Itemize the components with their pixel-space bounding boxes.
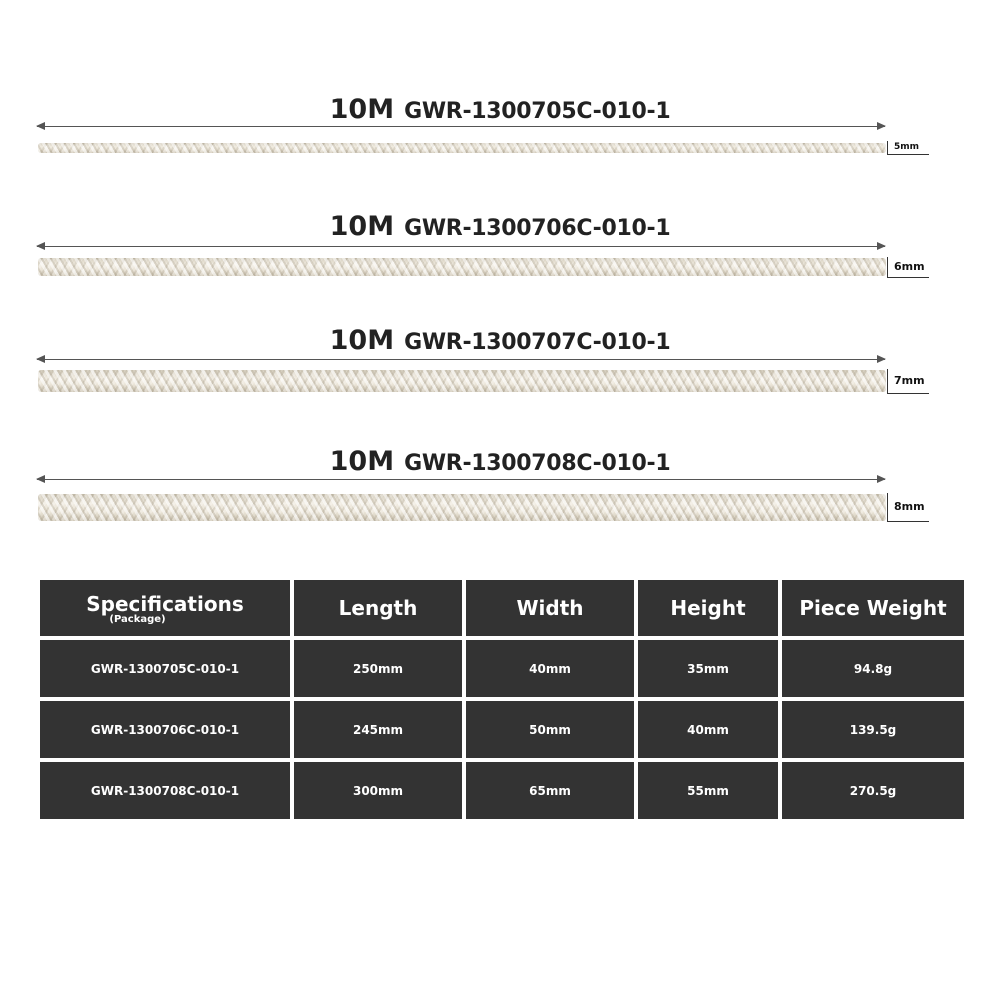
cell-height: 55mm: [638, 762, 778, 819]
rope-title: [0, 325, 1000, 356]
length-arrow: [37, 479, 885, 480]
length-arrow: [37, 246, 885, 247]
diameter-label: 8mm: [887, 493, 929, 522]
diameter-label: 6mm: [887, 257, 929, 278]
header-specifications-label: Specifications: [86, 591, 244, 616]
table-row: [40, 701, 964, 758]
rope-image: [38, 494, 886, 521]
cell-length: 245mm: [294, 701, 462, 758]
cell-code: GWR-1300705C-010-1: [40, 640, 290, 697]
header-width: Width: [466, 580, 634, 636]
table-header-row: [40, 580, 964, 636]
header-specifications-sub: (Package): [109, 613, 166, 625]
rope-title: [0, 446, 1000, 477]
cell-width: 40mm: [466, 640, 634, 697]
table-row: [40, 640, 964, 697]
header-height: Height: [638, 580, 778, 636]
rope-product-code: GWR-1300707C-010-1: [404, 330, 671, 355]
header-specifications: [40, 580, 290, 636]
rope-title: [0, 211, 1000, 242]
rope-title: [0, 94, 1000, 125]
header-length: Length: [294, 580, 462, 636]
cell-code: GWR-1300708C-010-1: [40, 762, 290, 819]
rope-image: [38, 258, 886, 276]
length-arrow: [37, 126, 885, 127]
table-row: [40, 762, 964, 819]
diameter-label: 7mm: [887, 369, 929, 394]
cell-code: GWR-1300706C-010-1: [40, 701, 290, 758]
length-arrow: [37, 359, 885, 360]
cell-weight: 94.8g: [782, 640, 964, 697]
cell-length: 250mm: [294, 640, 462, 697]
cell-width: 50mm: [466, 701, 634, 758]
rope-length-label: 10M: [329, 211, 395, 242]
header-piece-weight: Piece Weight: [782, 580, 964, 636]
diameter-label: 5mm: [887, 141, 929, 155]
rope-image: [38, 370, 886, 392]
cell-width: 65mm: [466, 762, 634, 819]
rope-product-code: GWR-1300708C-010-1: [404, 451, 671, 476]
cell-height: 40mm: [638, 701, 778, 758]
rope-product-code: GWR-1300705C-010-1: [404, 99, 671, 124]
rope-image: [38, 143, 886, 153]
cell-weight: 139.5g: [782, 701, 964, 758]
cell-weight: 270.5g: [782, 762, 964, 819]
rope-product-code: GWR-1300706C-010-1: [404, 216, 671, 241]
specifications-table: [36, 576, 968, 823]
cell-height: 35mm: [638, 640, 778, 697]
rope-length-label: 10M: [329, 325, 395, 356]
cell-length: 300mm: [294, 762, 462, 819]
rope-length-label: 10M: [329, 94, 395, 125]
rope-length-label: 10M: [329, 446, 395, 477]
